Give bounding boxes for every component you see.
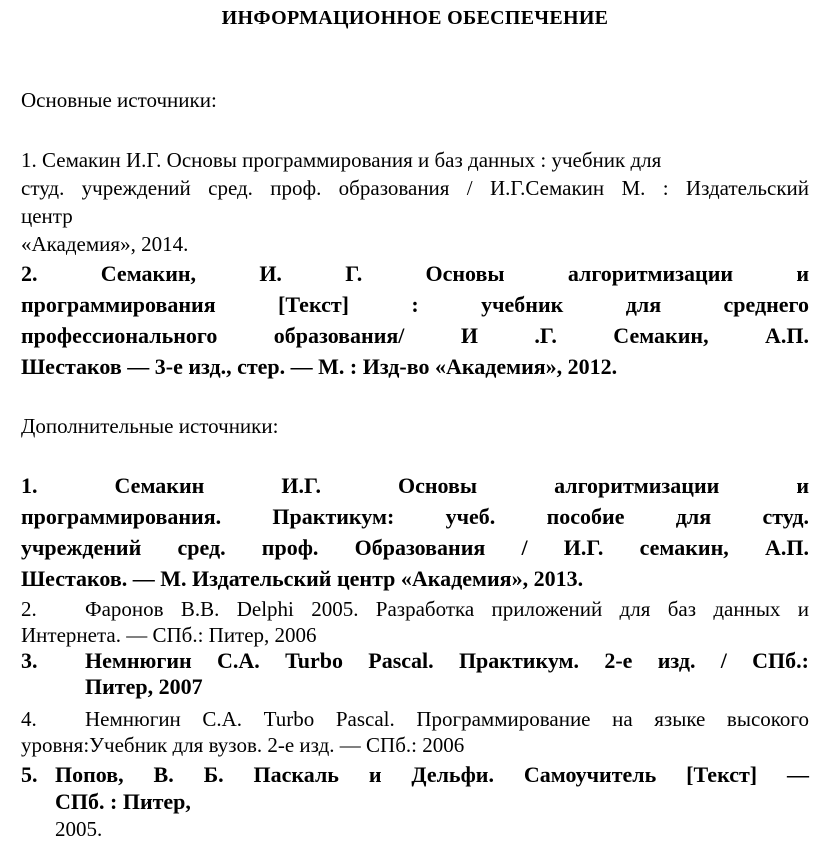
line-text: «Академия», 2014. — [21, 232, 189, 256]
bibliography-sections — [21, 87, 809, 843]
bibliography-line — [21, 761, 809, 788]
bibliography-item — [21, 470, 809, 594]
bibliography-line — [21, 648, 809, 674]
bibliography-line — [21, 532, 809, 563]
line-text: программирования. Практикум: учеб. пособие для студ. — [21, 504, 809, 529]
bibliography-item — [21, 761, 809, 843]
bibliography-item — [21, 706, 809, 758]
bibliography-line — [21, 174, 809, 202]
section-heading: Дополнительные источники: — [21, 414, 279, 438]
bibliography-line — [21, 470, 809, 501]
line-text: Шестаков — 3-е изд., стер. — М. : Изд-во «Академия», 2012. — [21, 354, 618, 379]
bibliography-line — [21, 501, 809, 532]
list-number: 4. — [21, 707, 37, 731]
bibliography-item — [21, 648, 809, 700]
line-text: Шестаков. — М. Издательский центр «Академия», 2013. — [21, 566, 584, 591]
line-text: профессионального образования/ И .Г. Семакин, А.П. — [21, 323, 809, 348]
bibliography-line — [21, 706, 809, 732]
bibliography-line — [21, 146, 809, 174]
line-text: уровня:Учебник для вузов. 2-е изд. — СПб.: 2006 — [21, 733, 465, 757]
bibliography-line — [21, 351, 809, 382]
bibliography-item — [21, 596, 809, 648]
bibliography-line — [21, 622, 809, 648]
bibliography-line — [21, 258, 809, 289]
bibliography-line — [85, 674, 809, 700]
line-text: учреждений сред. проф. Образования / И.Г. семакин, А.П. — [21, 535, 809, 560]
line-text: Интернета. — СПб.: Питер, 2006 — [21, 623, 317, 647]
line-text: СПб. : Питер, — [55, 789, 191, 814]
bibliography-item — [21, 258, 809, 382]
list-number: 5. — [21, 762, 38, 787]
line-text: Фаронов В.В. Delphi 2005. Разработка приложений для баз данных и — [85, 597, 809, 621]
line-text: Попов, В. Б. Паскаль и Дельфи. Самоучитель [Текст] — — [55, 762, 809, 787]
bibliography-line — [55, 788, 809, 815]
line-text: 1. Семакин И.Г. Основы программирования и баз данных : учебник для — [21, 148, 662, 172]
line-text: 2005. — [55, 817, 103, 841]
line-text: 2. Семакин, И. Г. Основы алгоритмизации и — [21, 261, 809, 286]
bibliography-line — [21, 596, 809, 622]
document-title: ИНФОРМАЦИОННОЕ ОБЕСПЕЧЕНИЕ — [221, 7, 609, 29]
line-text: программирования [Текст] : учебник для среднего — [21, 292, 809, 317]
bibliography-line — [21, 320, 809, 351]
bibliography-line — [21, 563, 809, 594]
line-text: центр — [21, 204, 73, 228]
line-text: Питер, 2007 — [85, 674, 203, 699]
bibliography-item — [21, 146, 809, 258]
bibliography-line — [21, 289, 809, 320]
bibliography-line — [21, 230, 809, 258]
bibliography-line — [55, 815, 809, 843]
line-text: 1. Семакин И.Г. Основы алгоритмизации и — [21, 473, 809, 498]
bibliography-line — [21, 202, 809, 230]
bibliography-line — [21, 732, 809, 758]
line-text: студ. учреждений сред. проф. образования / И.Г.Семакин М. : Издательский — [21, 176, 809, 200]
list-number: 3. — [21, 648, 38, 673]
line-text: Немнюгин С.А. Turbo Pascal. Программирование на языке высокого — [85, 707, 809, 731]
line-text: Немнюгин С.А. Turbo Pascal. Практикум. 2-е изд. / СПб.: — [85, 648, 809, 673]
section-heading: Основные источники: — [21, 88, 217, 112]
list-number: 2. — [21, 597, 37, 621]
